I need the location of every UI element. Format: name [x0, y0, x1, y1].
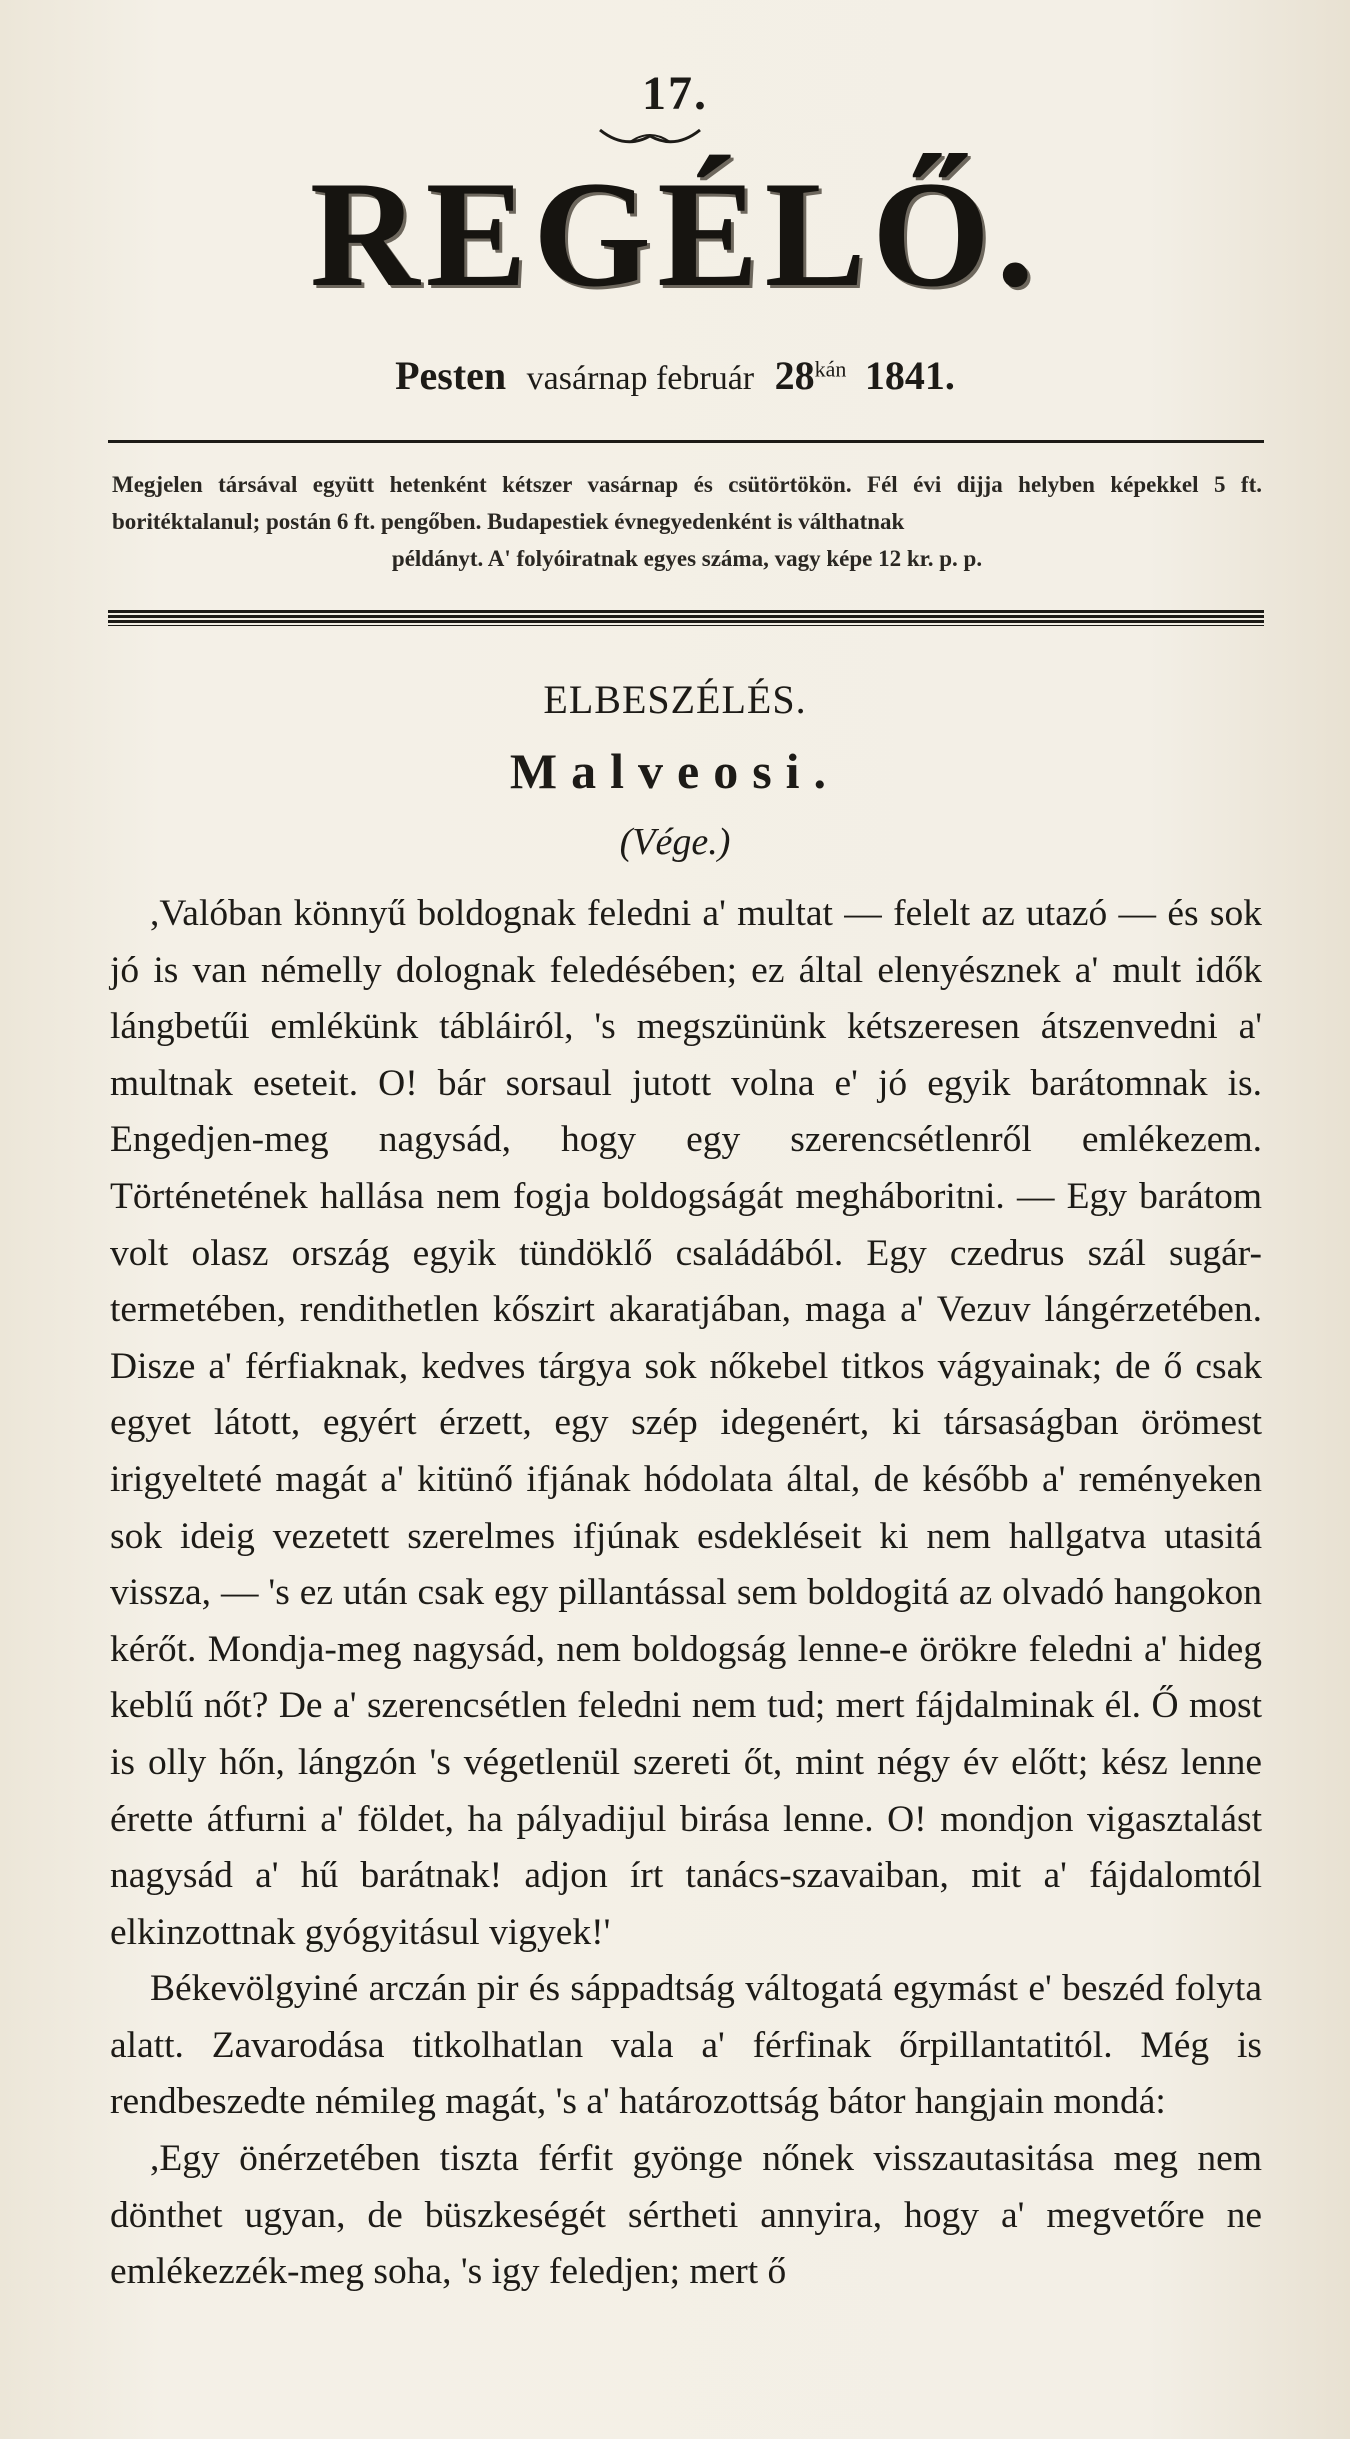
flourish-ornament	[590, 122, 710, 152]
paragraph: ,Valóban könnyű boldognak feledni a' multat — felelt az utazó — és sok jó is van némelly dolognak feledésében; ez által elenyésznek a' mult idők lángbetűi emlékünk tábláiról, 's megszününk kétszeresen átszenvedni a' multnak eseteit. O! bár sorsaul jutott volna e' jó egyik barátomnak is. Engedjen-meg nagysád, hogy egy szerencsétlenről emlékezem. Történetének hallása nem fogja boldogságát megháboritni. — Egy barátom volt olasz ország egyik tündöklő családából. Egy czedrus szál sugár-termetében, rendithetlen kőszirt akaratjában, maga a' Vezuv lángérzetében. Disze a' férfiaknak, kedves tárgya sok nőkebel titkos vágyainak; de ő csak egyet látott, egyért érzett, egy szép idegenért, ki társaságban örömest irigyelteté magát a' kitünő ifjának hódolata által, de később a' reményeken sok ideig vezetett szerelmes ifjúnak esdekléseit ki nem hallgatva utasitá vissza, — 's ez után csak egy pillantással sem boldogitá az olvadó hangokon kérőt. Mondja-meg nagysád, nem boldogság lenne-e örökre feledni a' hideg keblű nőt? De a' szerencsétlen feledni nem tud; mert fájdalminak él. Ő most is olly hőn, lángzón 's végetlenül szereti őt, mint négy év előtt; kész lenne érette átfurni a' földet, ha pályadijul birása lenne. O! mondjon vigasztalást nagysád a' hű barátnak! adjon írt tanács-szavaiban, mit a' fájdalomtól elkinzottnak gyógyitásul vigyek!'	[110, 893, 1262, 1953]
paragraph: Békevölgyiné arczán pir és sáppadtság váltogatá egymást e' beszéd folyta alatt. Zavarodása titkolhatlan vala a' férfinak őrpillantatitól. Még is rendbeszedte némileg magát, 's a' határozottság bátor hangjain mondá:	[110, 1968, 1262, 2123]
notice-line-1: Megjelen társával együtt hetenként kétszer vasárnap és csütörtökön. Fél évi dijja helyben	[112, 472, 1095, 497]
dateline-day: 28	[774, 353, 815, 398]
issue-number: 17.	[642, 67, 708, 120]
dateline-place: Pesten	[395, 353, 507, 398]
notice-line-3: példányt. A' folyóiratnak egyes száma, vagy képe 12 kr. p. p.	[391, 546, 983, 571]
masthead-title: REGÉLŐ.	[309, 150, 1041, 318]
header-rule	[108, 440, 1264, 443]
article-subtitle: (Vége.)	[619, 821, 731, 863]
dateline	[0, 352, 1350, 399]
article-title: Malveosi.	[509, 743, 841, 799]
double-rule	[108, 610, 1264, 626]
subscription-notice	[112, 466, 1262, 577]
section-heading: ELBESZÉLÉS.	[543, 677, 807, 722]
paragraph: ,Egy önérzetében tiszta férfit gyönge nőnek visszautasitása meg nem dönthet ugyan, de büszkeségét sértheti annyira, hogy a' megvetőre ne emlékezzék-meg soha, 's igy feledjen; mert ő	[110, 2138, 1262, 2293]
dateline-text: vasárnap február	[526, 360, 755, 397]
dateline-day-suffix: kán	[814, 356, 847, 382]
dateline-year: 1841.	[864, 353, 955, 398]
article-body	[110, 886, 1262, 2301]
notice-line-2: képekkel 5 ft. boritéktalanul; postán 6 ft. pengőben. Budapestiek évnegyedenként is válthatnak	[112, 472, 1263, 534]
